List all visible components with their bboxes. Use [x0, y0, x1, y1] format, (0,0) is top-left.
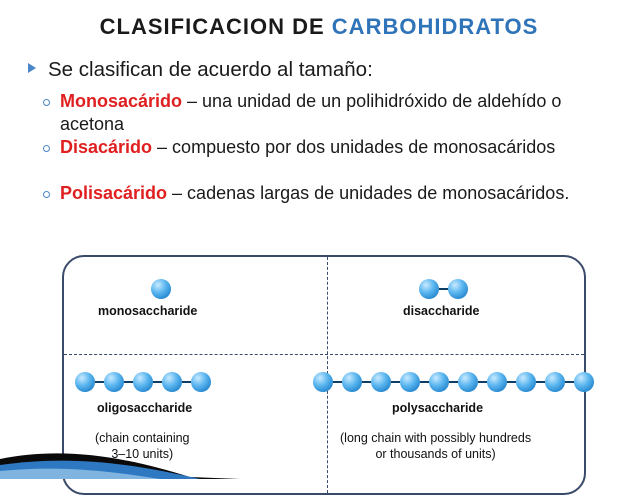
glycosidic-bond	[391, 381, 400, 383]
glycosidic-bond	[478, 381, 487, 383]
polysaccharide-chain	[313, 372, 594, 392]
glycosidic-bond	[507, 381, 516, 383]
item-term: Monosacárido	[60, 91, 183, 111]
sugar-unit	[400, 372, 420, 392]
sugar-unit	[133, 372, 153, 392]
oligosaccharide-chain	[75, 372, 211, 392]
glycosidic-bond	[95, 381, 104, 383]
horizontal-divider	[64, 354, 584, 355]
sugar-unit	[371, 372, 391, 392]
glycosidic-bond	[362, 381, 371, 383]
oligosaccharide-note-line2: 3–10 units)	[111, 447, 174, 461]
sugar-unit	[419, 279, 439, 299]
glycosidic-bond	[153, 381, 162, 383]
sugar-unit	[151, 279, 171, 299]
oligosaccharide-note-line1: (chain containing	[95, 431, 190, 445]
monosaccharide-chain	[151, 279, 171, 299]
title-part-1: CLASIFICACION DE	[99, 14, 332, 39]
glycosidic-bond	[420, 381, 429, 383]
disaccharide-chain	[419, 279, 468, 299]
sugar-unit	[429, 372, 449, 392]
title-part-2: CARBOHIDRATOS	[331, 14, 539, 39]
item-polisacarido	[60, 182, 580, 205]
glycosidic-bond	[449, 381, 458, 383]
sugar-unit	[516, 372, 536, 392]
item-disacarido	[60, 136, 580, 159]
disaccharide-label: disaccharide	[403, 304, 480, 318]
glycosidic-bond	[124, 381, 133, 383]
polysaccharide-label: polysaccharide	[392, 401, 484, 415]
slide-title	[0, 14, 638, 40]
glycosidic-bond	[333, 381, 342, 383]
sugar-unit	[458, 372, 478, 392]
sugar-unit	[448, 279, 468, 299]
sugar-unit	[574, 372, 594, 392]
sugar-unit	[342, 372, 362, 392]
polysaccharide-note-line1: (long chain with possibly hundreds	[340, 431, 532, 445]
arrow-bullet-icon	[28, 63, 36, 73]
polysaccharide-note	[340, 430, 531, 462]
glycosidic-bond	[565, 381, 574, 383]
glycosidic-bond	[182, 381, 191, 383]
item-text: – compuesto por dos unidades de monosacáridos	[152, 137, 556, 157]
item-monosacarido	[60, 90, 580, 136]
main-bullet-text: Se clasifican de acuerdo al tamaño:	[48, 58, 373, 81]
sugar-unit	[162, 372, 182, 392]
item-term: Disacárido	[60, 137, 153, 157]
item-term: Polisacárido	[60, 183, 168, 203]
monosaccharide-label: monosaccharide	[98, 304, 198, 318]
sugar-unit	[487, 372, 507, 392]
glycosidic-bond	[439, 288, 448, 290]
decorative-wave	[0, 419, 240, 479]
sugar-unit	[191, 372, 211, 392]
sugar-unit	[313, 372, 333, 392]
item-text: – cadenas largas de unidades de monosacáridos.	[167, 183, 570, 203]
glycosidic-bond	[536, 381, 545, 383]
ring-bullet-icon	[43, 191, 50, 198]
item-text: – una unidad de un polihidróxido de aldehído o acetona	[60, 91, 562, 134]
ring-bullet-icon	[43, 99, 50, 106]
sugar-unit	[75, 372, 95, 392]
sugar-unit	[104, 372, 124, 392]
oligosaccharide-label: oligosaccharide	[97, 401, 193, 415]
sugar-unit	[545, 372, 565, 392]
ring-bullet-icon	[43, 145, 50, 152]
main-bullet	[28, 58, 373, 82]
polysaccharide-note-line2: or thousands of units)	[375, 447, 496, 461]
